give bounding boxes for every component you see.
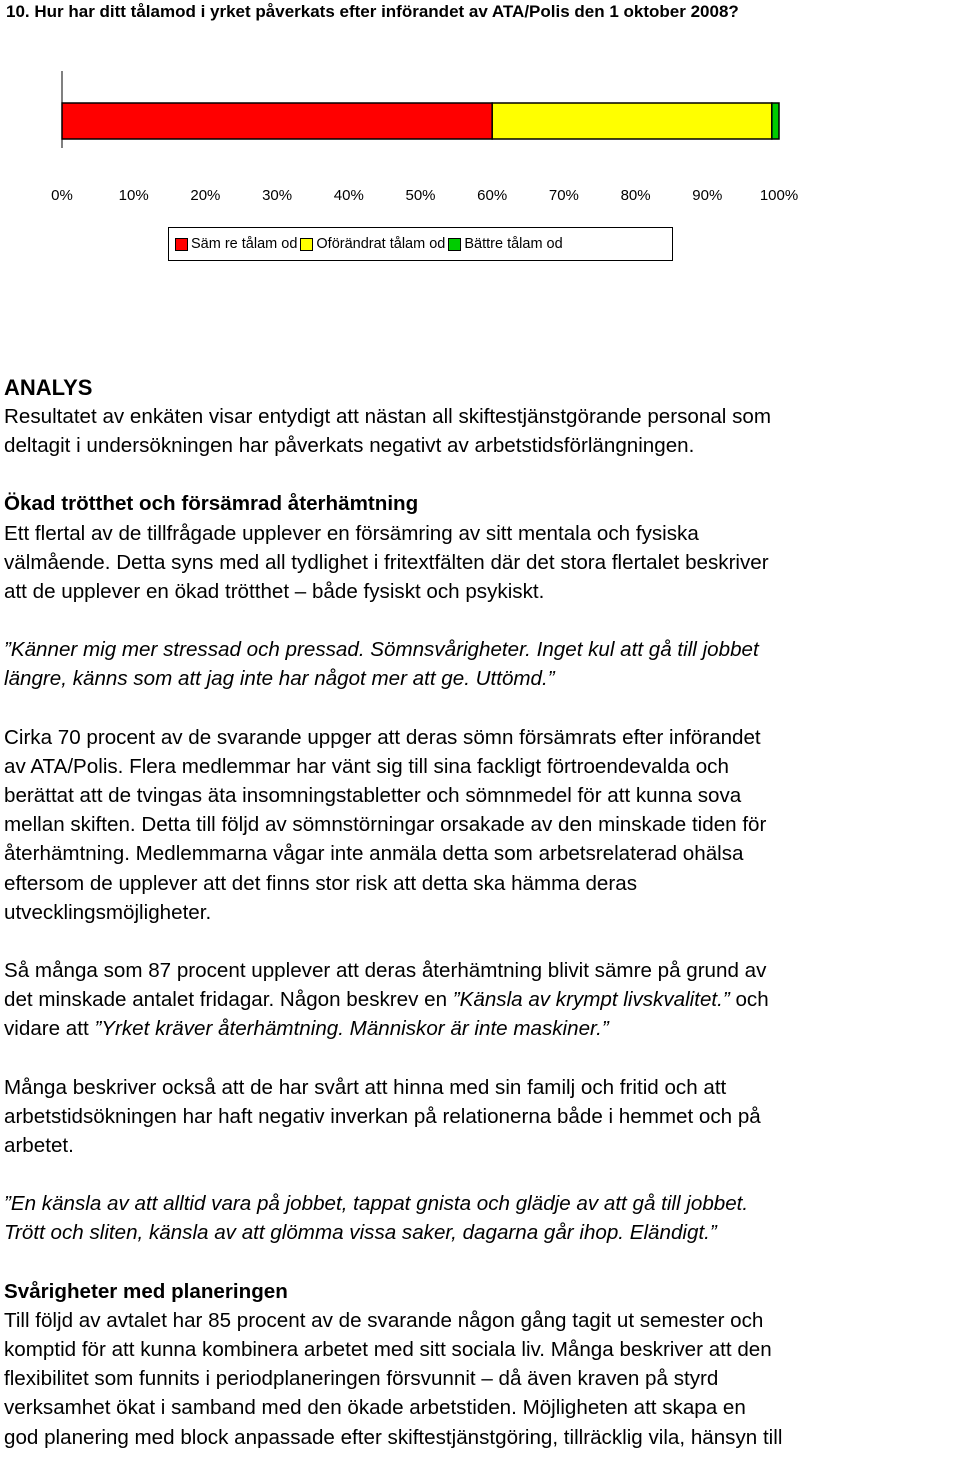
quote-line: ”Känner mig mer stressad och pressad. Sömnsvårigheter. Inget kul att gå till jobbet — [4, 638, 759, 662]
stacked-bar-chart — [0, 0, 960, 225]
paragraph-line: verksamhet ökat i samband med den ökade arbetstiden. Möjligheten att skapa en — [4, 1396, 746, 1420]
analys-line: deltagit i undersökningen har påverkats negativt av arbetstidsförlängningen. — [4, 434, 695, 458]
quote-line: Trött och sliten, känsla av att glömma vissa saker, dagarna går ihop. Eländigt.” — [4, 1221, 717, 1245]
paragraph-line-mixed — [4, 1014, 956, 1043]
x-tick-label: 50% — [405, 187, 436, 204]
legend-swatch-red — [175, 238, 188, 251]
x-tick-label: 20% — [190, 187, 221, 204]
x-tick-label: 10% — [118, 187, 149, 204]
paragraph-line: återhämtning. Medlemmarna vågar inte anmäla detta som arbetsrelaterad ohälsa — [4, 842, 744, 866]
analys-line: Resultatet av enkäten visar entydigt att nästan all skiftestjänstgörande personal som — [4, 405, 771, 428]
paragraph-line: av ATA/Polis. Flera medlemmar har vänt sig till sina fackligt förtroendevalda och — [4, 754, 729, 778]
paragraph-line: arbetstidsökningen har haft negativ inverkan på relationerna både i hemmet och på — [4, 1104, 761, 1128]
analys-heading: ANALYS — [4, 375, 93, 400]
question-title: 10. Hur har ditt tålamod i yrket påverkats efter införandet av ATA/Polis den 1 oktober 2008? — [6, 2, 739, 21]
x-tick-label: 40% — [333, 187, 364, 204]
paragraph-line: mellan skiften. Detta till följd av sömnstörningar orsakade av den minskade tiden för — [4, 813, 767, 837]
x-tick-label: 100% — [759, 187, 799, 204]
paragraph-line: god planering med block anpassade efter skiftestjänstgöring, tillräcklig vila, hänsyn till — [4, 1425, 783, 1449]
legend-item-better — [448, 236, 562, 252]
legend-swatch-green — [448, 238, 461, 251]
quote-line: längre, känns som att jag inte har något mer att ge. Uttömd.” — [4, 667, 555, 691]
text-run: vidare att — [4, 1017, 95, 1041]
paragraph-line: Ett flertal av de tillfrågade upplever en försämring av sitt mentala och fysiska — [4, 521, 699, 545]
text-run: det minskade antalet fridagar. Någon beskrev en — [4, 988, 453, 1012]
section-heading-planering: Svårigheter med planeringen — [4, 1279, 288, 1303]
paragraph-line: Så många som 87 procent upplever att deras återhämtning blivit sämre på grund av — [4, 959, 767, 983]
legend-label-unchanged: Oförändrat tålam od — [316, 236, 446, 252]
paragraph-line: eftersom de upplever att det finns stor risk att detta ska hämma deras — [4, 871, 637, 895]
inline-quote: ”Känsla av krympt livskvalitet.” — [452, 988, 730, 1012]
x-tick-label: 90% — [692, 187, 723, 204]
section-heading-trotthet: Ökad trötthet och försämrad återhämtning — [4, 492, 419, 516]
document-body — [4, 373, 956, 1452]
legend-label-better: Bättre tålam od — [464, 236, 563, 252]
x-tick-label: 60% — [477, 187, 508, 204]
bar-segment-1 — [62, 103, 492, 139]
paragraph-line: flexibilitet som funnits i periodplaneringen försvunnit – då även kraven på styrd — [4, 1367, 719, 1391]
chart-legend — [168, 227, 673, 261]
x-tick-label: 70% — [548, 187, 579, 204]
paragraph-line: berättat att de tvingas äta insomningstabletter och sömnmedel för att kunna sova — [4, 784, 742, 808]
paragraph-line-mixed — [4, 985, 956, 1014]
bar-segment-2 — [492, 103, 772, 139]
quote-line: ”En känsla av att alltid vara på jobbet, tappat gnista och glädje av att gå till jobbet. — [4, 1192, 749, 1216]
paragraph-line: utvecklingsmöjligheter. — [4, 900, 212, 924]
paragraph-line: Till följd av avtalet har 85 procent av de svarande någon gång tagit ut semester och — [4, 1308, 764, 1332]
x-tick-label: 80% — [620, 187, 651, 204]
legend-item-unchanged — [300, 236, 445, 252]
paragraph-line: Cirka 70 procent av de svarande uppger att deras sömn försämrats efter införandet — [4, 725, 761, 749]
inline-quote: ”Yrket kräver återhämtning. Människor är inte maskiner.” — [94, 1017, 609, 1041]
paragraph-line: Många beskriver också att de har svårt att hinna med sin familj och fritid och att — [4, 1075, 727, 1099]
text-run: och — [729, 988, 769, 1012]
paragraph-line: komptid för att kunna kombinera arbetet med sitt sociala liv. Många beskriver att den — [4, 1338, 772, 1362]
legend-item-worse — [175, 236, 297, 252]
paragraph-line: att de upplever en ökad trötthet – både fysiskt och psykiskt. — [4, 580, 545, 604]
legend-swatch-yellow — [300, 238, 313, 251]
legend-label-worse: Säm re tålam od — [191, 236, 298, 252]
x-tick-label: 30% — [262, 187, 293, 204]
bar-segment-3 — [772, 103, 779, 139]
paragraph-line: välmående. Detta syns med all tydlighet i fritextfälten där det stora flertalet beskriver — [4, 550, 769, 574]
x-tick-label: 0% — [51, 187, 73, 204]
paragraph-line: arbetet. — [4, 1134, 74, 1158]
